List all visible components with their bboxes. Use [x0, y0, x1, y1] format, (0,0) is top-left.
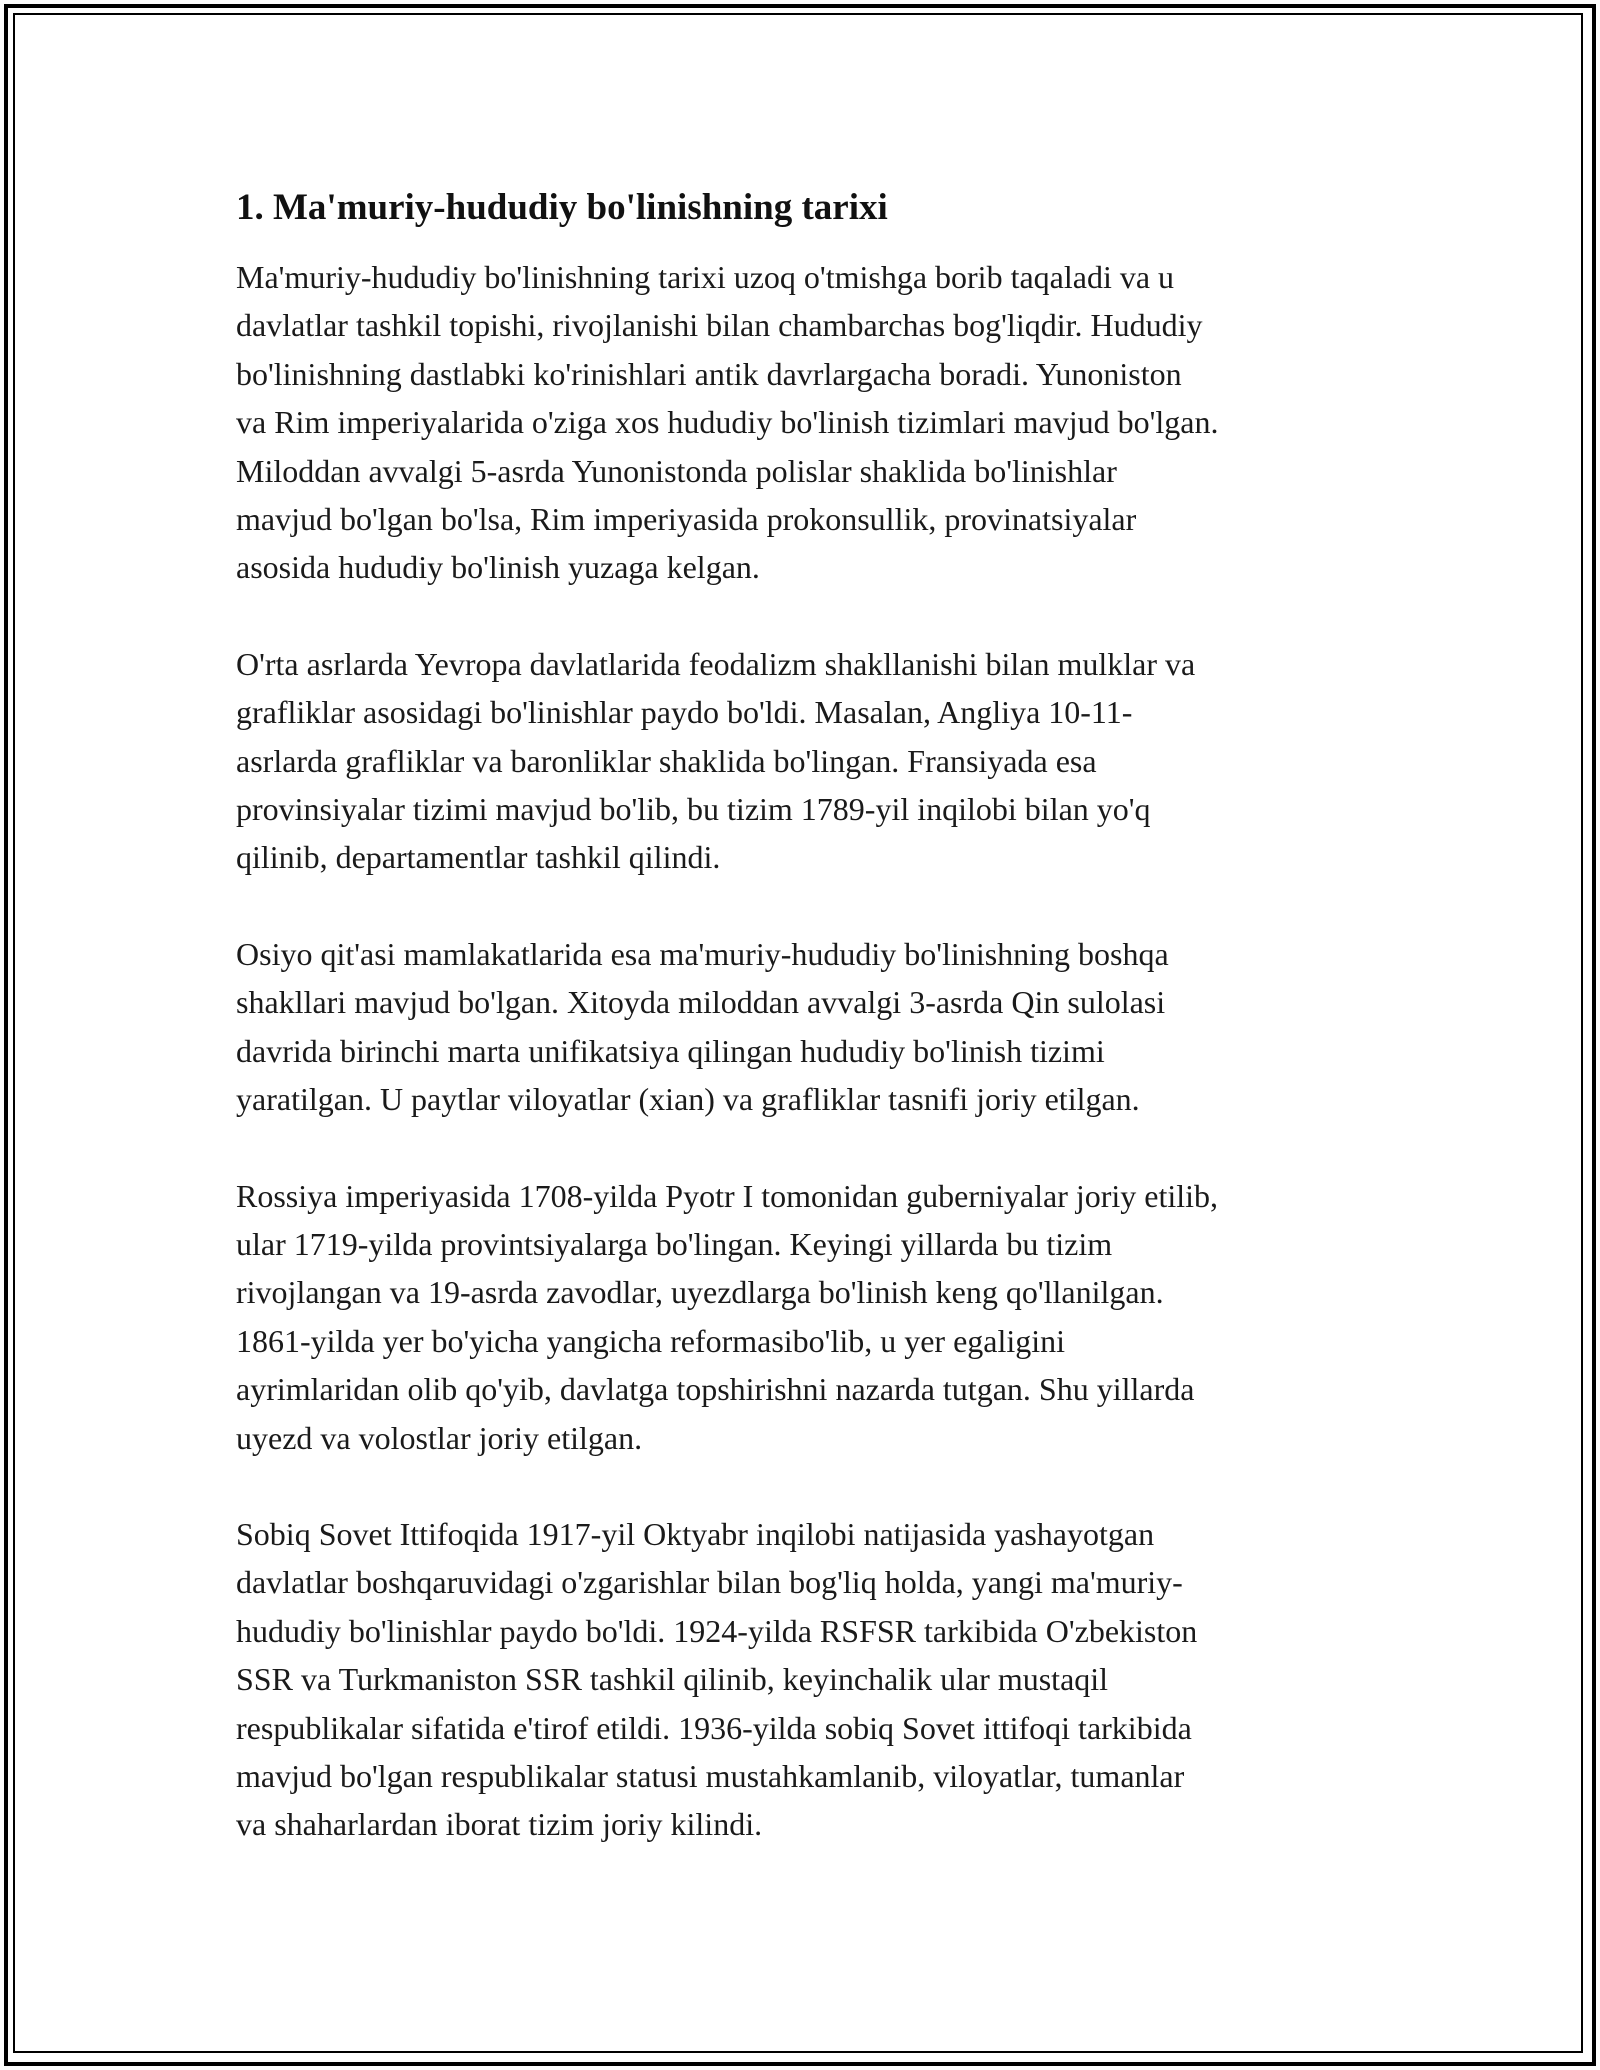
document-body: [236, 185, 1366, 1897]
paragraph-asia: Osiyo qit'asi mamlakatlarida esa ma'muriy-hududiy bo'linishning boshqa shakllari mavjud bo'lgan. Xitoyda miloddan avvalgi 3-asrda Qin sulolasi davrida birinchi marta unifikatsiya qilingan hududiy bo'linish tizimi yaratilgan. U paytlar viloyatlar (xian) va grafliklar tasnifi joriy etilgan.: [236, 935, 1169, 1118]
section-heading: 1. Ma'muriy-hududiy bo'linishning tarixi: [236, 187, 888, 228]
paragraph-middle-ages: O'rta asrlarda Yevropa davlatlarida feodalizm shakllanishi bilan mulklar va grafliklar asosidagi bo'linishlar paydo bo'ldi. Masalan, Angliya 10-11- asrlarda grafliklar va baronliklar shaklida bo'lingan. Fransiyada esa provinsiyalar tizimi mavjud bo'lib, bu tizim 1789-yil inqilobi bilan yo'q qilinib, departamentlar tashkil qilindi.: [236, 645, 1196, 876]
paragraph-russian-empire: Rossiya imperiyasida 1708-yilda Pyotr I tomonidan guberniyalar joriy etilib, ular 1719-yilda provintsiyalarga bo'lingan. Keyingi yillarda bu tizim rivojlangan va 19-asrda zavodlar, uyezdlarga bo'linish keng qo'llanilgan. 1861-yilda yer bo'yicha yangicha reformasibo'lib, u yer egaligini ayrimlaridan olib qo'yib, davlatga topshirishni nazarda tutgan. Shu yillarda uyezd va volostlar joriy etilgan.: [236, 1177, 1219, 1456]
paragraph-antiquity: Ma'muriy-hududiy bo'linishning tarixi uzoq o'tmishga borib taqaladi va u davlatlar tashkil topishi, rivojlanishi bilan chambarchas bog'liqdir. Hududiy bo'linishning dastlabki ko'rinishlari antik davrlargacha boradi. Yunoniston va Rim imperiyalarida o'ziga xos hududiy bo'linish tizimlari mavjud bo'lgan. Miloddan avvalgi 5-asrda Yunonistonda polislar shaklida bo'linishlar mavjud bo'lgan bo'lsa, Rim imperiyasida prokonsullik, provinatsiyalar asosida hududiy bo'linish yuzaga kelgan.: [236, 259, 1219, 586]
paragraph-soviet-union: Sobiq Sovet Ittifoqida 1917-yil Oktyabr inqilobi natijasida yashayotgan davlatlar boshqaruvidagi o'zgarishlar bilan bog'liq holda, yangi ma'muriy- hududiy bo'linishlar paydo bo'ldi. 1924-yilda RSFSR tarkibida O'zbekiston SSR va Turkmaniston SSR tashkil qilinib, keyinchalik ular mustaqil respublikalar sifatida e'tirof etildi. 1936-yilda sobiq Sovet ittifoqi tarkibida mavjud bo'lgan respublikalar statusi mustahkamlanib, viloyatlar, tumanlar va shaharlardan iborat tizim joriy kilindi.: [236, 1515, 1198, 1843]
